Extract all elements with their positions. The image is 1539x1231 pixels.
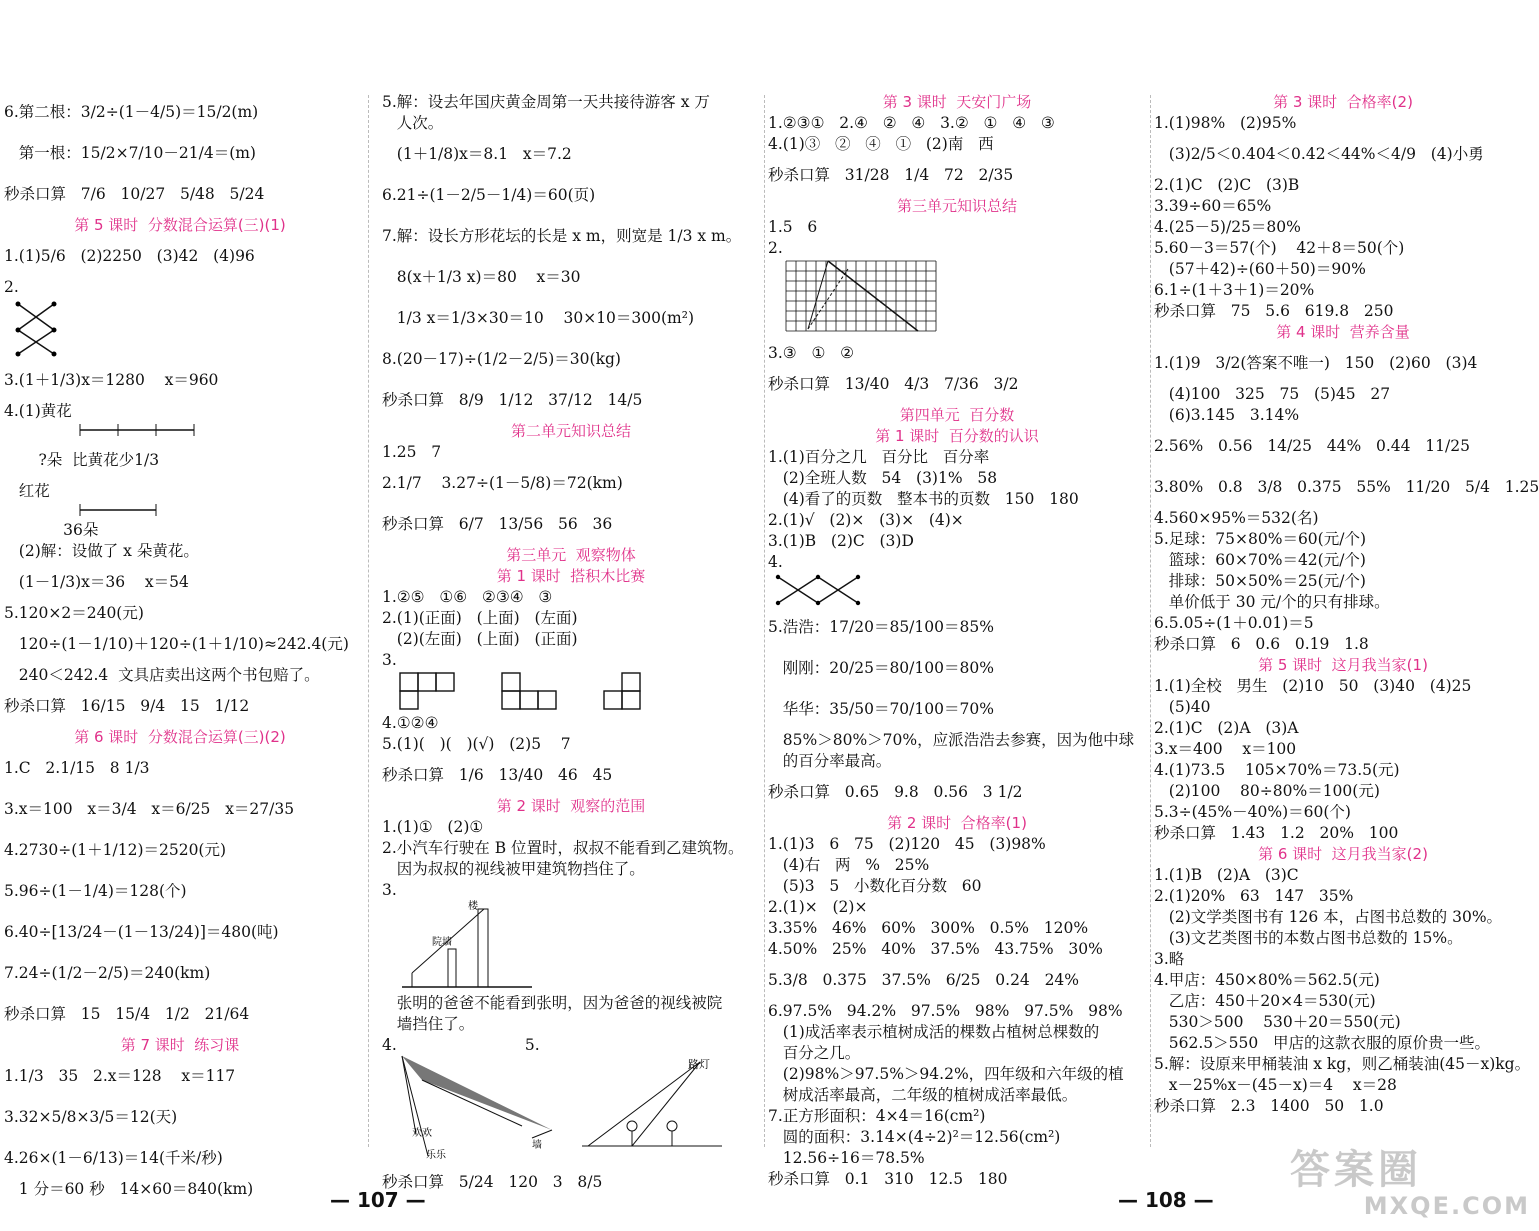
answer-line: 2.(1)(正面) (上面) (左面): [382, 609, 578, 627]
answer-line: 4.: [768, 553, 783, 571]
section-heading: 第 6 课时 这月我当家(2): [1258, 845, 1428, 863]
answer-line: 2.(1)× (2)×: [768, 898, 868, 916]
answer-line: (1－1/3)x＝36 x＝54: [4, 573, 189, 591]
answer-line: 36朵: [4, 521, 99, 539]
section-heading: 第 1 课时 搭积木比赛: [496, 567, 646, 585]
page-number-right: — 108 —: [1118, 1188, 1214, 1212]
section-heading: 第 2 课时 合格率(1): [887, 814, 1027, 832]
answer-line: 2.1/7 3.27÷(1－5/8)＝72(km): [382, 474, 623, 492]
answer-line: 因为叔叔的视线被甲建筑物挡住了。: [382, 860, 645, 878]
answer-line: 1.C 2.1/15 8 1/3: [4, 759, 150, 777]
section-heading: 第 7 课时 练习课: [120, 1036, 240, 1054]
label-wall-2: 墙: [532, 1140, 542, 1151]
answer-line: 2.56% 0.56 14/25 44% 0.44 11/25: [1154, 437, 1470, 455]
answer-line: 3.: [382, 651, 397, 669]
answer-line: 5.足球：75×80%＝60(元/个): [1154, 530, 1366, 548]
answer-line: 530＞500 530＋20＝550(元): [1154, 1013, 1401, 1031]
answer-line: 1.(1)3 6 75 (2)120 45 (3)98%: [768, 835, 1046, 853]
answer-line: 8.(20－17)÷(1/2－2/5)＝30(kg): [382, 350, 621, 368]
section-heading: 第 3 课时 天安门广场: [882, 93, 1032, 111]
answer-line: 2.(1)C (2)C (3)B: [1154, 176, 1300, 194]
answer-line: (57＋42)÷(60＋50)＝90%: [1154, 260, 1366, 278]
answer-line: 6.97.5% 94.2% 97.5% 98% 97.5% 98%: [768, 1002, 1123, 1020]
answer-line: 4.(25－5)/25＝80%: [1154, 218, 1301, 236]
answer-line: x－25%x－(45－x)＝4 x＝28: [1154, 1076, 1397, 1094]
answer-line: 秒杀口算 6 0.6 0.19 1.8: [1154, 635, 1369, 653]
column-divider: [368, 95, 369, 1147]
answer-line: 3.略: [1154, 950, 1185, 968]
answer-line: 3.x＝100 x＝3/4 x＝6/25 x＝27/35: [4, 800, 295, 818]
answer-line: 1.5 6: [768, 218, 818, 236]
page-column-left-1: [4, 92, 356, 1198]
answer-line: 1.(1)9 3/2(答案不唯一) 150 (2)60 (3)4: [1154, 354, 1478, 372]
answer-line: 3.32×5/8×3/5＝12(天): [4, 1108, 178, 1126]
page-column-right-2: [1154, 92, 1539, 1152]
answer-line: (4)看了的页数 整本书的页数 150 180: [768, 490, 1079, 508]
answer-line: 秒杀口算 15 15/4 1/2 21/64: [4, 1005, 250, 1023]
answer-line: 4.26×(1－6/13)＝14(千米/秒): [4, 1149, 223, 1167]
section-heading: 第 1 课时 百分数的认识: [875, 427, 1039, 445]
answer-line: 5.解：设原来甲桶装油 x kg，则乙桶装油(45－x)kg。: [1154, 1055, 1531, 1073]
answer-line: 4.50% 25% 40% 37.5% 43.75% 30%: [768, 940, 1103, 958]
answer-line: 秒杀口算 0.65 9.8 0.56 3 1/2: [768, 783, 1023, 801]
answer-line: 人次。: [382, 114, 444, 132]
answer-line: 2.小汽车行驶在 B 位置时，叔叔不能看到乙建筑物。: [382, 839, 744, 857]
label-lele: 乐乐: [426, 1150, 446, 1161]
answer-line: 7.24÷(1/2－2/5)＝240(km): [4, 964, 211, 982]
answer-line: 5.120×2＝240(元): [4, 604, 144, 622]
answer-line: 1.②③① 2.④ ② ④ 3.② ① ④ ③: [768, 114, 1055, 132]
answer-line: 乙店：450＋20×4＝530(元): [1154, 992, 1376, 1010]
answer-line: (1)成活率表示植树成活的棵数占植树总棵数的: [768, 1023, 1100, 1041]
answer-line: 1.(1)98% (2)95%: [1154, 114, 1297, 132]
answer-line: 红花: [4, 482, 50, 500]
answer-line: ?朵 比黄花少1/3: [4, 451, 160, 469]
answer-line: 2.(1)C (2)A (3)A: [1154, 719, 1299, 737]
answer-line: 2.: [4, 278, 19, 296]
answer-line: 6.1÷(1＋3＋1)＝20%: [1154, 281, 1315, 299]
answer-line: 85%＞80%＞70%，应派浩浩去参赛，因为他中球: [768, 731, 1135, 749]
answer-line: 2.(1)20% 63 147 35%: [1154, 887, 1354, 905]
answer-line: 秒杀口算 0.1 310 12.5 180: [768, 1170, 1008, 1188]
grid-figure: [768, 259, 968, 343]
answer-line: 562.5＞550 甲店的这款衣服的原价贵一些。: [1154, 1034, 1491, 1052]
answer-line: 2.: [768, 239, 783, 257]
answer-line: 1/3 x＝1/3×30＝10 30×10＝300(m²): [382, 309, 695, 327]
answer-line: 1.(1)百分之几 百分比 百分率: [768, 448, 990, 466]
watermark: [1290, 1148, 1530, 1224]
answer-line: 秒杀口算 7/6 10/27 5/48 5/24: [4, 185, 265, 203]
label-lamp: 路灯: [688, 1058, 710, 1071]
answer-line: (2)(左面) (上面) (正面): [382, 630, 578, 648]
section-heading: 第三单元知识总结: [896, 197, 1017, 215]
answer-line: 3.39÷60＝65%: [1154, 197, 1272, 215]
page-column-right-1: [768, 92, 1146, 1188]
answer-line: (2)解：设做了 x 朵黄花。: [4, 542, 199, 560]
answer-line: 5.解：设去年国庆黄金周第一天共接待游客 x 万: [382, 93, 710, 111]
answer-line: 1.(1)B (2)A (3)C: [1154, 866, 1299, 884]
answer-line: (3)2/5＜0.404＜0.42＜44%＜4/9 (4)小勇: [1154, 145, 1484, 163]
sight-line-figure: [382, 901, 742, 993]
answer-line: 4.(1)③ ② ④ ① (2)南 西: [768, 135, 994, 153]
answer-line: 5.96÷(1－1/4)＝128(个): [4, 882, 187, 900]
answer-line: 4.560×95%＝532(名): [1154, 509, 1319, 527]
answer-line: 7.解：设长方形花坛的长是 x m，则宽是 1/3 x m。: [382, 227, 742, 245]
answer-line: 5.3/8 0.375 37.5% 6/25 0.24 24%: [768, 971, 1080, 989]
answer-line: 240＜242.4 文具店卖出这两个书包赔了。: [4, 666, 320, 684]
section-heading: 第 3 课时 合格率(2): [1273, 93, 1413, 111]
answer-line: 圆的面积：3.14×(4÷2)²＝12.56(cm²): [768, 1128, 1061, 1146]
section-heading: 第 5 课时 分数混合运算(三)(1): [74, 216, 286, 234]
section-heading: 第 4 课时 营养含量: [1276, 323, 1410, 341]
answer-line: 排球：50×50%＝25(元/个): [1154, 572, 1366, 590]
answer-line: 秒杀口算 1.43 1.2 20% 100: [1154, 824, 1399, 842]
answer-line: 秒杀口算 31/28 1/4 72 2/35: [768, 166, 1014, 184]
answer-line: 7.正方形面积：4×4＝16(cm²): [768, 1107, 986, 1125]
answer-line: 第一根：15/2×7/10－21/4＝(m): [4, 144, 256, 162]
answer-line: 4.(1)黄花: [4, 402, 72, 420]
answer-line: (2)全班人数 54 (3)1% 58: [768, 469, 998, 487]
section-heading: 第 6 课时 分数混合运算(三)(2): [74, 728, 286, 746]
answer-line: 5.3÷(45%－40%)＝60(个): [1154, 803, 1351, 821]
answer-line: 1.(1)全校 男生 (2)10 50 (3)40 (4)25: [1154, 677, 1472, 695]
answer-line: (2)98%＞97.5%＞94.2%，四年级和六年级的植: [768, 1065, 1124, 1083]
answer-line: 6.第二根：3/2÷(1－4/5)＝15/2(m): [4, 103, 259, 121]
answer-line: 篮球：60×70%＝42(元/个): [1154, 551, 1366, 569]
bar-model-yellow: [4, 422, 264, 440]
answer-line: 4.甲店：450×80%＝562.5(元): [1154, 971, 1380, 989]
answer-line: (4)100 325 75 (5)45 27: [1154, 385, 1391, 403]
answer-line: (5)3 5 小数化百分数 60: [768, 877, 982, 895]
answer-line: (4)右 两 % 25%: [768, 856, 930, 874]
answer-line: 5.(1)( )( )(√) (2)5 7: [382, 735, 571, 753]
answer-line: 树成活率最高，二年级的植树成活率最低。: [768, 1086, 1078, 1104]
column-divider: [1150, 95, 1151, 1147]
answer-line: 6.21÷(1－2/5－1/4)＝60(页): [382, 186, 596, 204]
label-building: 楼: [468, 901, 478, 912]
answer-line: 3.35% 46% 60% 300% 0.5% 120%: [768, 919, 1089, 937]
answer-line: (2)100 80÷80%＝100(元): [1154, 782, 1380, 800]
matching-lines-figure-2: [768, 573, 888, 607]
answer-line: 百分之几。: [768, 1044, 861, 1062]
answer-line: 5.60－3＝57(个) 42＋8＝50(个): [1154, 239, 1405, 257]
answer-line: 1.1/3 35 2.x＝128 x＝117: [4, 1067, 236, 1085]
answer-line: 秒杀口算 75 5.6 619.8 250: [1154, 302, 1394, 320]
answer-line: (3)文艺类图书的本数占图书总数的 15%。: [1154, 929, 1463, 947]
section-heading: 第 5 课时 这月我当家(1): [1258, 656, 1428, 674]
answer-line: 1.25 7: [382, 443, 442, 461]
answer-line: 3.x＝400 x＝100: [1154, 740, 1297, 758]
answer-line: 秒杀口算 8/9 1/12 37/12 14/5: [382, 391, 643, 409]
answer-line: 12.56÷16＝78.5%: [768, 1149, 925, 1167]
answer-line: 3.(1)B (2)C (3)D: [768, 532, 914, 550]
answer-line: 秒杀口算 1/6 13/40 46 45: [382, 766, 613, 784]
answer-line: 3.80% 0.8 3/8 0.375 55% 11/20 5/4 1.25: [1154, 478, 1539, 496]
answer-line: 华华：35/50＝70/100＝70%: [768, 700, 994, 718]
answer-line: 4. 5.: [382, 1036, 540, 1054]
section-heading: 第 2 课时 观察的范围: [496, 797, 646, 815]
answer-line: 秒杀口算 6/7 13/56 56 36: [382, 515, 613, 533]
answer-line: 6.40÷[13/24－(1－13/24)]＝480(吨): [4, 923, 279, 941]
answer-line: (6)3.145 3.14%: [1154, 406, 1300, 424]
answer-line: (2)文学类图书有 126 本，占图书总数的 30%。: [1154, 908, 1503, 926]
answer-line: 2.(1)√ (2)× (3)× (4)×: [768, 511, 964, 529]
answer-line: 1.②⑤ ①⑥ ②③④ ③: [382, 588, 553, 606]
answer-line: 5.浩浩：17/20＝85/100＝85%: [768, 618, 994, 636]
section-heading: 第二单元知识总结: [510, 422, 631, 440]
answer-line: 6.5.05÷(1＋0.01)＝5: [1154, 614, 1314, 632]
answer-line: 张明的爸爸不能看到张明，因为爸爸的视线被院: [382, 994, 723, 1012]
answer-line: 3.(1＋1/3)x＝1280 x＝960: [4, 371, 219, 389]
answer-line: 秒杀口算 5/24 120 3 8/5: [382, 1173, 603, 1191]
watermark-title: 答案圈: [1290, 1147, 1422, 1193]
answer-line: 1 分＝60 秒 14×60＝840(km): [4, 1180, 254, 1198]
answer-line: 秒杀口算 13/40 4/3 7/36 3/2: [768, 375, 1019, 393]
answer-line: (5)40: [1154, 698, 1211, 716]
block-views-figure: [382, 671, 742, 713]
answer-line: 8(x＋1/3 x)＝80 x＝30: [382, 268, 581, 286]
answer-line: 秒杀口算 2.3 1400 50 1.0: [1154, 1097, 1384, 1115]
bar-model-red: [4, 502, 264, 520]
page-column-left-2: [382, 92, 760, 1191]
answer-line: 的百分率最高。: [768, 752, 892, 770]
answer-line: 刚刚：20/25＝80/100＝80%: [768, 659, 994, 677]
label-huanhuan: 欢欢: [412, 1128, 432, 1139]
answer-line: 4.①②④: [382, 714, 439, 732]
shadow-figures: [382, 1056, 742, 1162]
section-heading: 第四单元 百分数: [899, 406, 1015, 424]
answer-line: 1.(1)① (2)①: [382, 818, 484, 836]
answer-line: 4.2730÷(1＋1/12)＝2520(元): [4, 841, 227, 859]
answer-line: 3.③ ① ②: [768, 344, 855, 362]
answer-line: 单价低于 30 元/个的只有排球。: [1154, 593, 1390, 611]
column-divider: [764, 95, 765, 1147]
watermark-url: MXQE.COM: [1363, 1192, 1530, 1220]
answer-line: 3.: [382, 881, 397, 899]
answer-line: (1＋1/8)x＝8.1 x＝7.2: [382, 145, 572, 163]
answer-line: 120÷(1－1/10)＋120÷(1＋1/10)≈242.4(元): [4, 635, 349, 653]
section-heading: 第三单元 观察物体: [506, 546, 636, 564]
matching-lines-figure: [4, 298, 74, 360]
answer-line: 4.(1)73.5 105×70%＝73.5(元): [1154, 761, 1400, 779]
label-wall: 院墙: [432, 937, 452, 948]
page-number-left: — 107 —: [330, 1188, 426, 1212]
answer-line: 1.(1)5/6 (2)2250 (3)42 (4)96: [4, 247, 255, 265]
answer-line: 秒杀口算 16/15 9/4 15 1/12: [4, 697, 250, 715]
answer-line: 墙挡住了。: [382, 1015, 475, 1033]
